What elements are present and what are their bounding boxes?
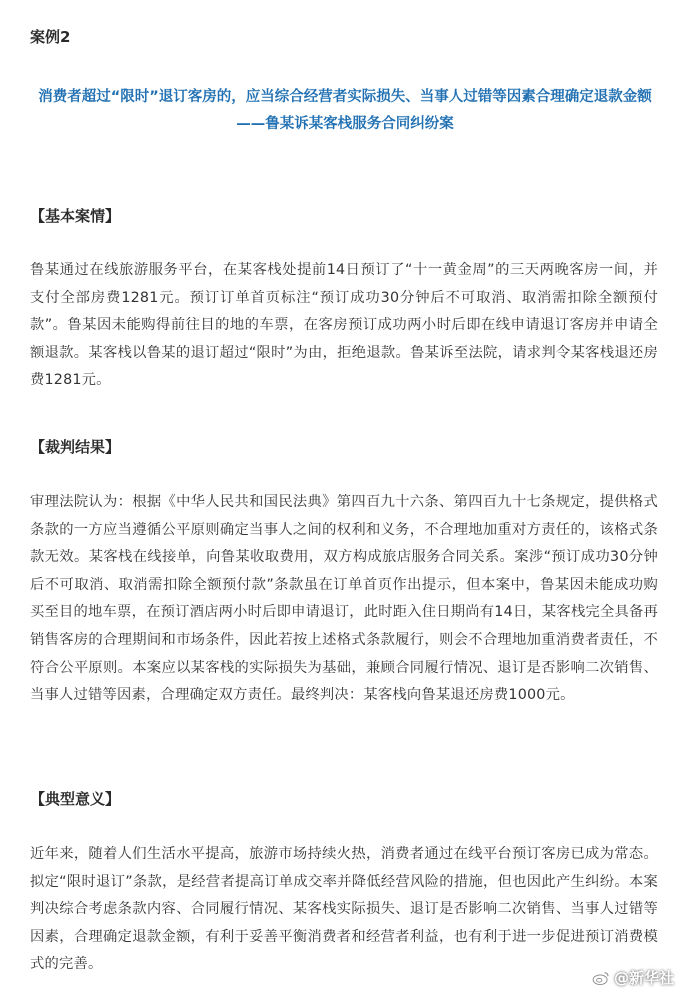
watermark-text: @新华社 [613,969,674,987]
case-label: 案例2 [30,28,71,46]
section-body-basic: 鲁某通过在线旅游服务平台，在某客栈处提前14日预订了“十一黄金周”的三天两晚客房一间，并支付全部房费1281元。预订订单首页标注“预订成功30分钟后不可取消、取消需扣除全额预付款”。鲁某因未能购得前往目的地的车票，在客房预订成功两小时后即在线申请退订客房并申请全额退款。某客栈以鲁某的退订超过“限时”为由，拒绝退款。鲁某诉至法院，请求判令某客栈退还房费1281元。 [30,262,658,389]
section-heading-judgment: 【裁判结果】 [30,438,121,456]
watermark [592,967,674,988]
article-title [20,84,670,138]
section-heading-basic: 【基本案情】 [30,207,121,225]
weibo-logo-icon [592,971,610,985]
section-heading-significance: 【典型意义】 [30,790,121,808]
title-main: 消费者超过“限时”退订客房的，应当综合经营者实际损失、当事人过错等因素合理确定退款金额 [38,89,652,105]
section-body-judgment: 审理法院认为：根据《中华人民共和国民法典》第四百九十六条、第四百九十七条规定，提供格式条款的一方应当遵循公平原则确定当事人之间的权利和义务，不合理地加重对方责任的，该格式条款无效。某客栈在线接单，向鲁某收取费用，双方构成旅店服务合同关系。案涉“预订成功30分钟后不可取消、取消需扣除全额预付款”条款虽在订单首页作出提示，但本案中，鲁某因未能成功购买至目的地车票，在预订酒店两小时后即申请退订，此时距入住日期尚有14日，某客栈完全具备再销售客房的合理期间和市场条件，因此若按上述格式条款履行，则会不合理地加重消费者责任，不符合公平原则。本案应以某客栈的实际损失为基础，兼顾合同履行情况、退订是否影响二次销售、当事人过错等因素，合理确定双方责任。最终判决：某客栈向鲁某退还房费1000元。 [30,494,658,704]
title-subtitle: ——鲁某诉某客栈服务合同纠纷案 [236,116,454,132]
section-body-significance: 近年来，随着人们生活水平提高，旅游市场持续火热，消费者通过在线平台预订客房已成为常态。拟定“限时退订”条款，是经营者提高订单成交率并降低经营风险的措施，但也因此产生纠纷。本案判决综合考虑条款内容、合同履行情况、某客栈实际损失、退订是否影响二次销售、当事人过错等因素，合理确定退款金额，有利于妥善平衡消费者和经营者利益，也有利于进一步促进预订消费模式的完善。 [30,846,658,973]
